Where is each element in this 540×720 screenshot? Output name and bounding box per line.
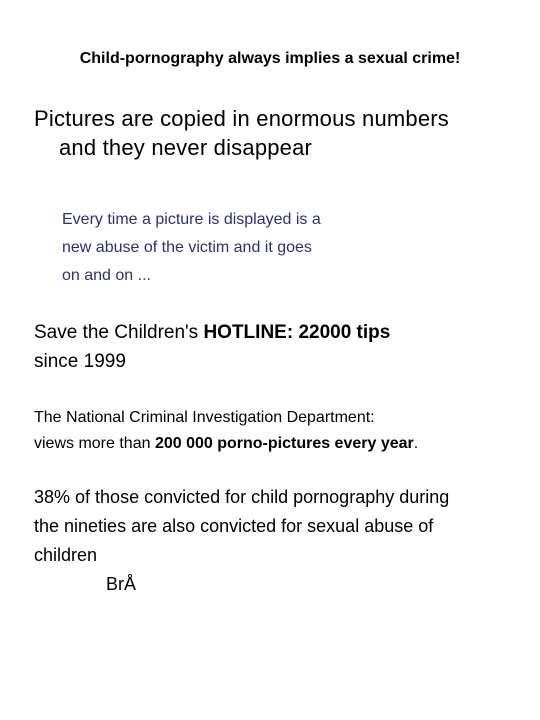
investigation-paragraph [34, 405, 514, 457]
hotline-paragraph [34, 318, 504, 376]
hotline-prefix: Save the Children's [34, 322, 204, 343]
slide-title: Child-pornography always implies a sexual crime! [79, 50, 461, 67]
hotline-highlight: HOTLINE: 22000 tips [203, 322, 391, 343]
convictions-line-3: children [34, 545, 98, 565]
investigation-line-2 [34, 431, 514, 457]
point-copies-line-1: Pictures are copied in enormous numbers [34, 106, 450, 131]
investigation-suffix: . [413, 435, 419, 452]
convictions-paragraph [34, 483, 514, 570]
investigation-line-1: The National Criminal Investigation Department: [34, 409, 375, 426]
point-copies-line-2: and they never disappear [59, 135, 313, 160]
convictions-line-2: the nineties are also convicted for sexual abuse of [34, 516, 434, 536]
abuse-paragraph [62, 206, 382, 290]
source-signature: BrÅ [106, 574, 137, 594]
point-copies-paragraph [34, 104, 514, 162]
investigation-prefix: views more than [34, 435, 155, 452]
convictions-line-1: 38% of those convicted for child pornography during [34, 487, 450, 507]
hotline-line-2: since 1999 [34, 351, 126, 372]
hotline-line-1 [34, 318, 504, 347]
abuse-line-3: on and on ... [62, 267, 151, 284]
abuse-line-1: Every time a picture is displayed is a [62, 211, 321, 228]
abuse-line-2: new abuse of the victim and it goes [62, 239, 312, 256]
investigation-highlight: 200 000 porno-pictures every year [154, 435, 414, 452]
